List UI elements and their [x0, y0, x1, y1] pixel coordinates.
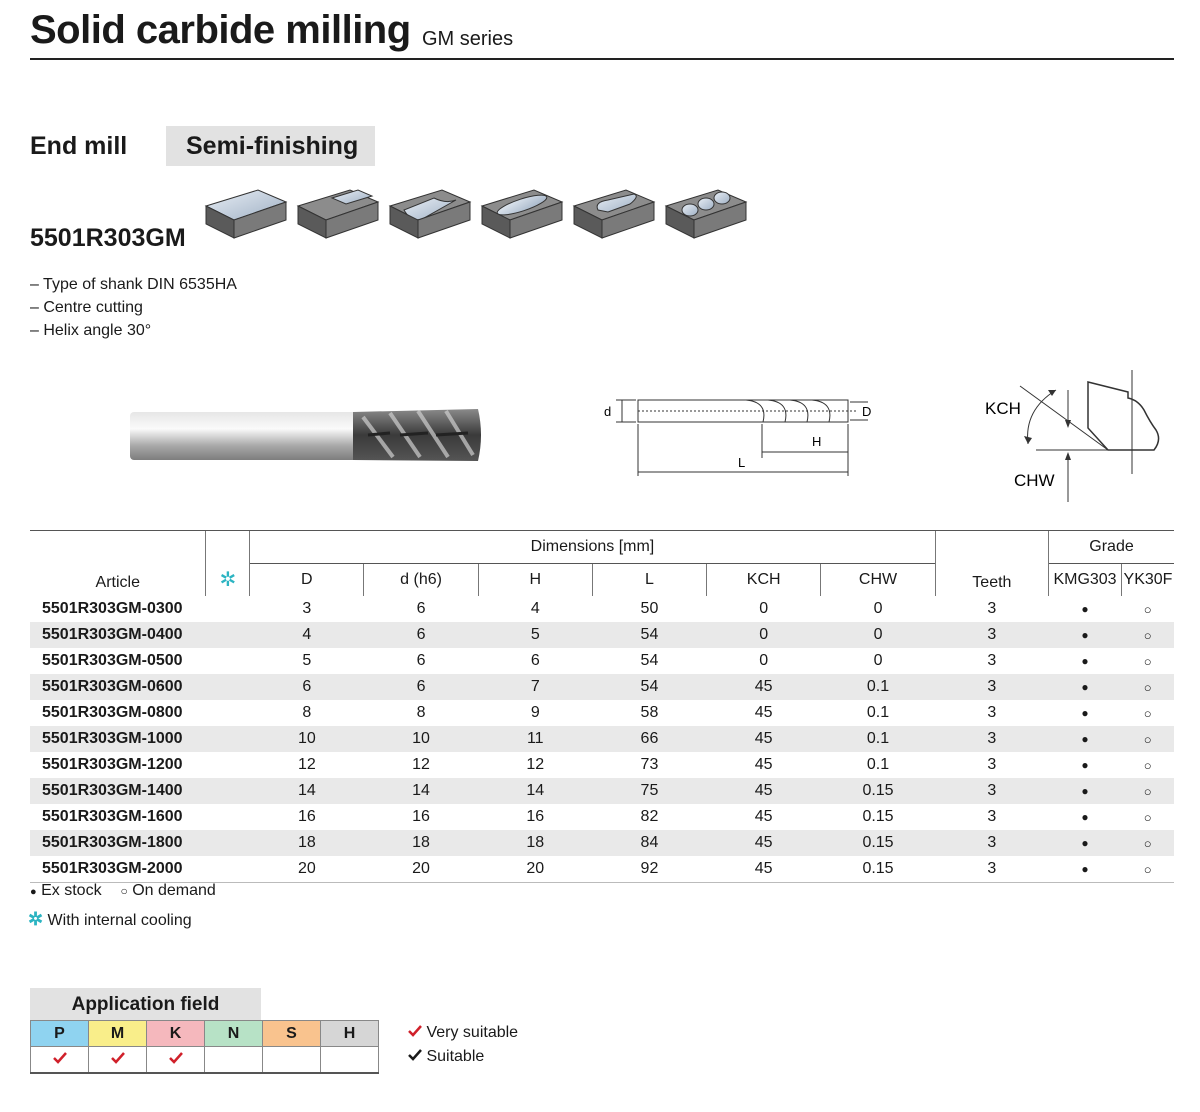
feature-helix-angle: – Helix angle 30°: [30, 322, 152, 339]
table-row: [30, 596, 1174, 622]
D-cell: 3: [250, 596, 364, 622]
on-demand-label: On demand: [132, 882, 216, 899]
title-divider: [30, 58, 1174, 60]
CHW-cell: 0.1: [821, 700, 935, 726]
d-cell: 20: [364, 856, 478, 883]
KCH-cell: 45: [707, 674, 821, 700]
KCH-cell: 45: [707, 752, 821, 778]
article-cell: 5501R303GM-0500: [30, 648, 206, 674]
KCH-cell: 45: [707, 726, 821, 752]
KCH-cell: 45: [707, 778, 821, 804]
H-cell: 9: [478, 700, 592, 726]
grade1-header: KMG303: [1049, 564, 1122, 597]
D-cell: 6: [250, 674, 364, 700]
process-label: Semi-finishing: [186, 132, 359, 160]
H-cell: 20: [478, 856, 592, 883]
d-cell: 14: [364, 778, 478, 804]
CHW-cell: 0.15: [821, 830, 935, 856]
dimensions-table: [30, 530, 1174, 883]
D-cell: 18: [250, 830, 364, 856]
d-cell: 18: [364, 830, 478, 856]
grade2-cell: ○: [1121, 674, 1174, 700]
teeth-cell: 3: [935, 700, 1048, 726]
d-header: d (h6): [364, 564, 478, 597]
H-header: H: [478, 564, 592, 597]
grade1-cell: ●: [1049, 804, 1122, 830]
grade2-cell: ○: [1121, 752, 1174, 778]
grade1-cell: ●: [1049, 596, 1122, 622]
ex-stock-symbol: ●: [30, 886, 37, 898]
cooling-cell: [206, 596, 250, 622]
suitable-label: Suitable: [426, 1048, 485, 1065]
D-cell: 10: [250, 726, 364, 752]
teeth-cell: 3: [935, 726, 1048, 752]
table-row: [30, 804, 1174, 830]
tool-type-heading: End mill: [30, 132, 128, 160]
cooling-cell: [206, 622, 250, 648]
table-row: [30, 856, 1174, 883]
grade1-cell: ●: [1049, 622, 1122, 648]
teeth-cell: 3: [935, 752, 1048, 778]
check-icon: [53, 1052, 67, 1064]
grade2-cell: ○: [1121, 596, 1174, 622]
KCH-cell: 45: [707, 700, 821, 726]
on-demand-symbol: ○: [120, 884, 128, 898]
operation-icons: [200, 180, 760, 250]
slotting-icon: [390, 190, 470, 238]
table-row: [30, 622, 1174, 648]
KCH-header: KCH: [707, 564, 821, 597]
check-icon: [169, 1052, 183, 1064]
pocket-milling-icon: [482, 190, 562, 238]
CHW-header: CHW: [821, 564, 935, 597]
CHW-cell: 0: [821, 622, 935, 648]
article-cell: 5501R303GM-0600: [30, 674, 206, 700]
material-suitability-m: [89, 1047, 147, 1074]
grade2-cell: ○: [1121, 622, 1174, 648]
teeth-cell: 3: [935, 778, 1048, 804]
L-cell: 92: [592, 856, 706, 883]
teeth-cell: 3: [935, 830, 1048, 856]
CHW-cell: 0.15: [821, 804, 935, 830]
cooling-cell: [206, 752, 250, 778]
H-label: H: [812, 434, 822, 449]
article-cell: 5501R303GM-2000: [30, 856, 206, 883]
d-label: d: [604, 404, 612, 419]
grade1-cell: ●: [1049, 778, 1122, 804]
material-group-s: S: [263, 1021, 321, 1047]
KCH-label: KCH: [985, 399, 1021, 418]
face-milling-icon: [206, 190, 286, 238]
d-cell: 16: [364, 804, 478, 830]
article-cell: 5501R303GM-0400: [30, 622, 206, 648]
cooling-legend-icon: ✲: [28, 909, 44, 929]
material-group-n: N: [205, 1021, 263, 1047]
D-cell: 12: [250, 752, 364, 778]
teeth-cell: 3: [935, 648, 1048, 674]
d-cell: 6: [364, 596, 478, 622]
D-cell: 8: [250, 700, 364, 726]
L-cell: 58: [592, 700, 706, 726]
KCH-cell: 45: [707, 830, 821, 856]
grade1-cell: ●: [1049, 752, 1122, 778]
ramping-icon: [574, 190, 654, 238]
application-title: Application field: [71, 994, 220, 1015]
CHW-cell: 0: [821, 596, 935, 622]
teeth-cell: 3: [935, 856, 1048, 883]
KCH-cell: 45: [707, 856, 821, 883]
CHW-label: CHW: [1014, 471, 1055, 490]
material-suitability-s: [263, 1047, 321, 1074]
page-title: Solid carbide milling: [30, 8, 411, 52]
grade2-cell: ○: [1121, 778, 1174, 804]
KCH-cell: 0: [707, 596, 821, 622]
grade1-cell: ●: [1049, 726, 1122, 752]
cooling-cell: [206, 674, 250, 700]
d-cell: 12: [364, 752, 478, 778]
article-cell: 5501R303GM-1600: [30, 804, 206, 830]
H-cell: 18: [478, 830, 592, 856]
D-cell: 20: [250, 856, 364, 883]
grade2-header: YK30F: [1121, 564, 1174, 597]
grade2-cell: ○: [1121, 830, 1174, 856]
cooling-header-icon: ✲: [206, 531, 250, 597]
CHW-cell: 0.15: [821, 778, 935, 804]
D-cell: 16: [250, 804, 364, 830]
L-cell: 50: [592, 596, 706, 622]
cooling-legend-label: With internal cooling: [47, 912, 192, 929]
D-cell: 14: [250, 778, 364, 804]
table-row: [30, 778, 1174, 804]
CHW-cell: 0: [821, 648, 935, 674]
series-label: GM series: [422, 28, 514, 50]
article-cell: 5501R303GM-1800: [30, 830, 206, 856]
cooling-cell: [206, 778, 250, 804]
grade1-cell: ●: [1049, 648, 1122, 674]
L-label: L: [738, 455, 746, 470]
material-suitability-p: [31, 1047, 89, 1074]
grade-header: Grade: [1049, 531, 1174, 564]
L-cell: 82: [592, 804, 706, 830]
table-row: [30, 648, 1174, 674]
D-label: D: [862, 404, 872, 419]
article-code: 5501R303GM: [30, 224, 186, 252]
cooling-cell: [206, 726, 250, 752]
article-cell: 5501R303GM-0300: [30, 596, 206, 622]
chamfer-detail-drawing: [980, 370, 1180, 510]
H-cell: 12: [478, 752, 592, 778]
L-cell: 66: [592, 726, 706, 752]
teeth-cell: 3: [935, 804, 1048, 830]
cooling-cell: [206, 700, 250, 726]
D-cell: 5: [250, 648, 364, 674]
article-cell: 5501R303GM-1000: [30, 726, 206, 752]
table-row: [30, 830, 1174, 856]
grade1-cell: ●: [1049, 830, 1122, 856]
check-icon: [111, 1052, 125, 1064]
end-mill-image: [128, 405, 488, 467]
teeth-header: Teeth: [935, 531, 1048, 597]
cooling-cell: [206, 830, 250, 856]
teeth-cell: 3: [935, 674, 1048, 700]
H-cell: 5: [478, 622, 592, 648]
L-cell: 54: [592, 648, 706, 674]
L-header: L: [592, 564, 706, 597]
KCH-cell: 0: [707, 622, 821, 648]
material-group-k: K: [147, 1021, 205, 1047]
d-cell: 6: [364, 674, 478, 700]
d-cell: 10: [364, 726, 478, 752]
table-row: [30, 700, 1174, 726]
cooling-cell: [206, 648, 250, 674]
D-cell: 4: [250, 622, 364, 648]
grade1-cell: ●: [1049, 856, 1122, 883]
material-suitability-h: [321, 1047, 379, 1074]
d-cell: 8: [364, 700, 478, 726]
article-cell: 5501R303GM-1400: [30, 778, 206, 804]
feature-centre-cutting: – Centre cutting: [30, 299, 143, 316]
material-group-p: P: [31, 1021, 89, 1047]
KCH-cell: 0: [707, 648, 821, 674]
grade2-cell: ○: [1121, 856, 1174, 883]
cooling-legend: [28, 909, 192, 930]
H-cell: 7: [478, 674, 592, 700]
KCH-cell: 45: [707, 804, 821, 830]
slot-step-icon: [298, 190, 378, 238]
stock-legend: [30, 882, 216, 900]
CHW-cell: 0.1: [821, 674, 935, 700]
feature-shank: – Type of shank DIN 6535HA: [30, 276, 237, 293]
cooling-cell: [206, 804, 250, 830]
material-group-m: M: [89, 1021, 147, 1047]
grade2-cell: ○: [1121, 726, 1174, 752]
suitable-check-icon: [408, 1049, 422, 1061]
material-group-h: H: [321, 1021, 379, 1047]
L-cell: 84: [592, 830, 706, 856]
plunge-milling-icon: [666, 190, 746, 238]
teeth-cell: 3: [935, 622, 1048, 648]
grade2-cell: ○: [1121, 804, 1174, 830]
d-cell: 6: [364, 622, 478, 648]
D-header: D: [250, 564, 364, 597]
CHW-cell: 0.15: [821, 856, 935, 883]
CHW-cell: 0.1: [821, 726, 935, 752]
teeth-cell: 3: [935, 596, 1048, 622]
suitability-legend: [408, 1024, 518, 1066]
L-cell: 75: [592, 778, 706, 804]
H-cell: 4: [478, 596, 592, 622]
H-cell: 6: [478, 648, 592, 674]
grade2-cell: ○: [1121, 700, 1174, 726]
material-suitability-n: [205, 1047, 263, 1074]
grade1-cell: ●: [1049, 674, 1122, 700]
H-cell: 16: [478, 804, 592, 830]
table-row: [30, 726, 1174, 752]
table-row: [30, 752, 1174, 778]
material-suitability-k: [147, 1047, 205, 1074]
grade2-cell: ○: [1121, 648, 1174, 674]
H-cell: 14: [478, 778, 592, 804]
d-cell: 6: [364, 648, 478, 674]
article-cell: 5501R303GM-0800: [30, 700, 206, 726]
application-field-table: [30, 1020, 379, 1074]
dimensions-header: Dimensions [mm]: [250, 531, 935, 564]
cooling-cell: [206, 856, 250, 883]
CHW-cell: 0.1: [821, 752, 935, 778]
article-header: Article: [30, 531, 206, 597]
L-cell: 54: [592, 674, 706, 700]
H-cell: 11: [478, 726, 592, 752]
dimension-drawing: [598, 388, 898, 488]
grade1-cell: ●: [1049, 700, 1122, 726]
article-cell: 5501R303GM-1200: [30, 752, 206, 778]
very-suitable-check-icon: [408, 1025, 422, 1037]
very-suitable-label: Very suitable: [426, 1024, 519, 1041]
L-cell: 73: [592, 752, 706, 778]
L-cell: 54: [592, 622, 706, 648]
table-row: [30, 674, 1174, 700]
ex-stock-label: Ex stock: [41, 882, 102, 899]
